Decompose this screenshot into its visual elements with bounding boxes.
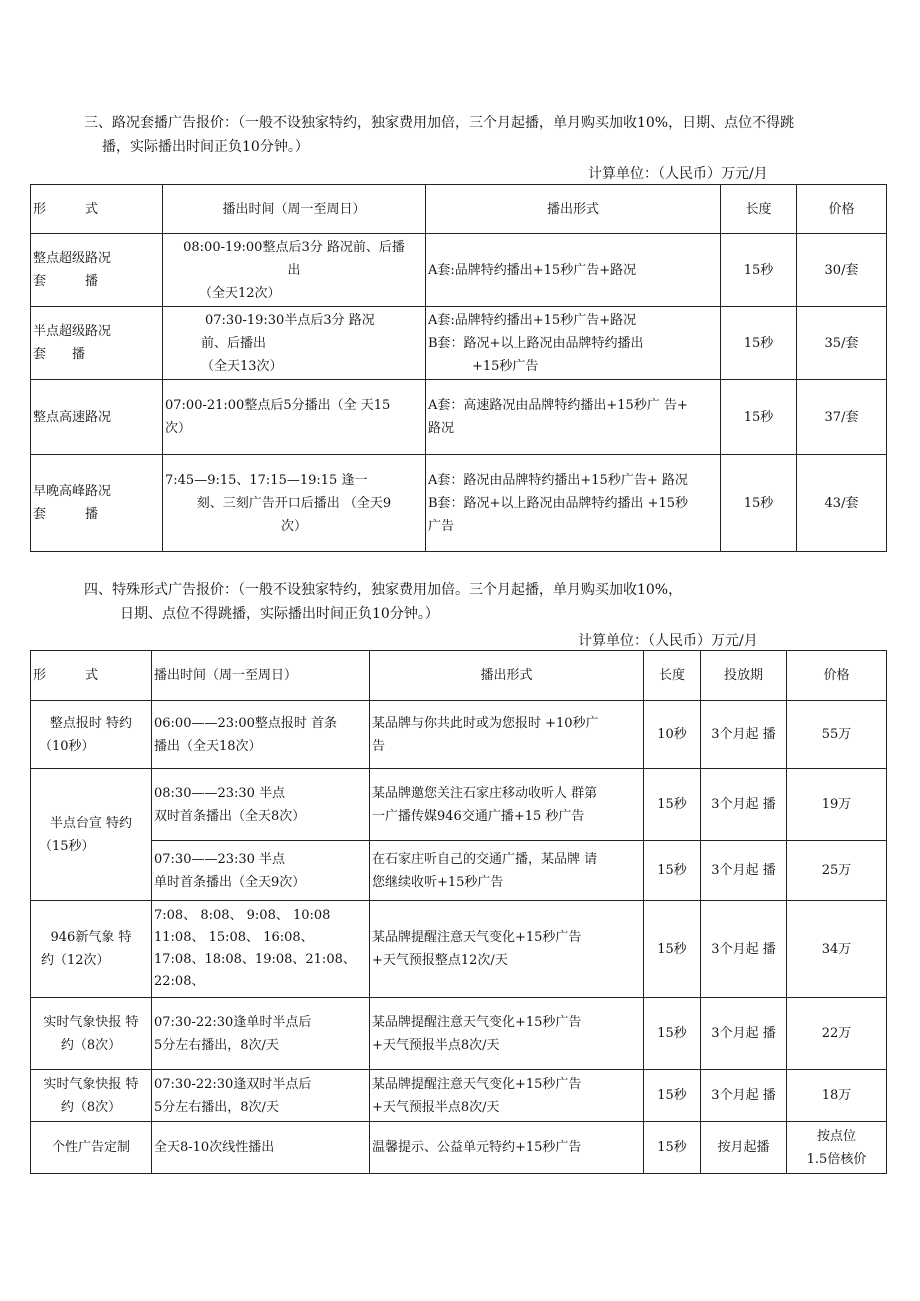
cell-price: 35/套: [797, 307, 887, 380]
cell-length: 15秒: [721, 455, 797, 552]
cell-period: 3个月起 播: [701, 701, 787, 769]
cell-line: +天气预报整点12次/天: [372, 953, 508, 968]
cell-line: 刻、三刻广告开口后播出 （全天9: [196, 495, 392, 511]
table-row: [31, 1122, 887, 1174]
cell-line: 双时首条播出（全天8次）: [154, 808, 306, 824]
cell-period: 3个月起 播: [701, 1070, 787, 1122]
cell-line: 个性广告定制: [51, 1140, 130, 1155]
cell-line: 7:45—9:15、17:15—19:15 逢一: [165, 472, 368, 488]
section4-unit-label: 计算单位：（人民币）万元/月: [578, 633, 758, 649]
table-row: [31, 380, 887, 455]
table-header-row: [31, 185, 887, 234]
cell-line: 您继续收听+15秒广告: [372, 874, 504, 890]
cell-price: 55万: [787, 701, 887, 769]
table-row: [31, 769, 887, 841]
cell-price: 30/套: [797, 234, 887, 307]
cell-form: [31, 380, 163, 455]
section3-heading-line-1: 三、路况套播广告报价：（一般不设独家特约，独家费用加倍，三个月起播，单月购买加收10%，日期、点位不得跳: [84, 115, 795, 131]
cell-line: 约（8次）: [60, 1099, 122, 1115]
cell-line: 08:30——23:30 半点: [154, 785, 286, 801]
cell-line: 某品牌与你共此时或为您报时 +10秒广: [372, 715, 599, 731]
cell-time: [152, 769, 370, 841]
table-row: [31, 307, 887, 380]
cell-line: 1.5倍核价: [806, 1151, 867, 1167]
cell-form: [31, 1122, 152, 1174]
cell-line: 广告: [428, 518, 455, 534]
cell-length: 15秒: [644, 1122, 701, 1174]
table-row: [31, 998, 887, 1070]
cell-form: [31, 769, 152, 901]
cell-line: 22:08、: [154, 974, 205, 989]
cell-line: 套 播: [33, 347, 86, 362]
cell-line: 07:30——23:30 半点: [154, 851, 286, 867]
cell-format: [370, 1122, 644, 1174]
cell-line: （15秒）: [39, 838, 95, 854]
cell-line: 某品牌提醒注意天气变化+15秒广告: [372, 1014, 582, 1030]
table-row: [31, 1070, 887, 1122]
cell-time: [152, 1070, 370, 1122]
cell-format: [370, 769, 644, 841]
cell-time: [152, 998, 370, 1070]
table-row: [31, 234, 887, 307]
cell-price: [787, 1122, 887, 1174]
cell-line: 946新气象 特: [50, 930, 132, 945]
cell-line: 告: [372, 738, 386, 754]
cell-line: 实时气象快报 特: [43, 1014, 139, 1030]
cell-length: 15秒: [721, 234, 797, 307]
header-format: 播出形式: [370, 651, 644, 701]
cell-line: 7:08、 8:08、 9:08、 10:08: [154, 908, 331, 923]
cell-period: 3个月起 播: [701, 998, 787, 1070]
cell-format: [370, 841, 644, 901]
section4-heading-line-2: 日期、点位不得跳播，实际播出时间正负10分钟。）: [120, 606, 439, 622]
cell-line: 某品牌邀您关注石家庄移动收听人 群第: [372, 785, 598, 801]
cell-line: 约（12次）: [41, 953, 110, 968]
cell-length: 15秒: [644, 1070, 701, 1122]
cell-line: 07:30-19:30半点后3分 路况: [205, 312, 375, 328]
cell-period: 3个月起 播: [701, 769, 787, 841]
header-period: 投放期: [701, 651, 787, 701]
cell-form: [31, 998, 152, 1070]
cell-line: B套：路况+以上路况由品牌特约播出: [428, 335, 644, 351]
cell-line: 半点台宣 特约: [49, 815, 133, 831]
cell-format: [370, 901, 644, 998]
cell-format: [426, 234, 721, 307]
cell-line: A套：高速路况由品牌特约播出+15秒广 告+: [428, 398, 688, 413]
cell-line: 按点位: [816, 1128, 856, 1144]
cell-period: 按月起播: [701, 1122, 787, 1174]
header-time: 播出时间（周一至周日）: [152, 651, 370, 701]
cell-line: A套：路况由品牌特约播出+15秒广告+ 路况: [428, 472, 688, 488]
table-header-row: [31, 651, 887, 701]
cell-line: B套：路况+以上路况由品牌特约播出 +15秒: [428, 495, 689, 511]
cell-line: 07:00-21:00整点后5分播出（全 天15: [165, 398, 391, 413]
cell-price: 43/套: [797, 455, 887, 552]
cell-form: [31, 1070, 152, 1122]
cell-line: 一广播传媒946交通广播+15 秒广告: [372, 808, 585, 824]
special-format-table: [30, 650, 887, 1174]
table-row: [31, 455, 887, 552]
cell-line: 约（8次）: [60, 1037, 122, 1053]
header-length: 长度: [721, 185, 797, 234]
cell-form: [31, 234, 163, 307]
cell-time: [152, 841, 370, 901]
cell-line: 半点超级路况: [33, 324, 112, 339]
cell-line: +天气预报半点8次/天: [372, 1037, 500, 1053]
header-format: 播出形式: [426, 185, 721, 234]
cell-line: 整点高速路况: [33, 409, 112, 425]
table-row: [31, 901, 887, 998]
table-row: [31, 701, 887, 769]
cell-time: [163, 234, 426, 307]
cell-form: [31, 455, 163, 552]
cell-line: 在石家庄听自己的交通广播，某品牌 请: [372, 851, 598, 867]
cell-length: 15秒: [644, 841, 701, 901]
cell-line: 07:30-22:30逢双时半点后: [154, 1076, 312, 1092]
cell-line: 5分左右播出，8次/天: [154, 1037, 279, 1053]
header-form: 形 式: [31, 185, 163, 234]
road-package-table: [30, 184, 887, 552]
cell-line: （全天13次）: [201, 358, 283, 374]
cell-line: 5分左右播出，8次/天: [154, 1099, 279, 1115]
cell-line: A套:品牌特约播出+15秒广告+路况: [428, 262, 637, 278]
cell-form: [31, 901, 152, 998]
cell-line: 套 播: [33, 274, 99, 289]
cell-line: 次）: [165, 421, 192, 436]
cell-period: 3个月起 播: [701, 841, 787, 901]
cell-format: [370, 701, 644, 769]
cell-form: [31, 701, 152, 769]
section3-heading: [84, 111, 794, 159]
cell-price: 37/套: [797, 380, 887, 455]
section4-heading: [84, 578, 682, 626]
cell-line: 次）: [280, 518, 307, 534]
cell-line: 某品牌提醒注意天气变化+15秒广告: [372, 930, 582, 945]
cell-line: 单时首条播出（全天9次）: [154, 874, 306, 890]
section3-unit-label: 计算单位：（人民币）万元/月: [588, 166, 768, 182]
cell-format: [370, 998, 644, 1070]
cell-line: 出: [287, 262, 301, 278]
table-row: [31, 841, 887, 901]
cell-line: 路况: [428, 421, 455, 436]
cell-form: [31, 307, 163, 380]
cell-line: （全天12次）: [199, 285, 281, 301]
cell-line: A套:品牌特约播出+15秒广告+路况: [428, 312, 637, 328]
cell-line: 播出（全天18次）: [154, 738, 262, 754]
cell-time: [152, 1122, 370, 1174]
header-form: 形 式: [31, 651, 152, 701]
cell-format: [426, 380, 721, 455]
cell-line: 前、后播出: [201, 335, 267, 351]
cell-format: [370, 1070, 644, 1122]
header-price: 价格: [797, 185, 887, 234]
cell-line: 08:00-19:00整点后3分 路况前、后播: [183, 239, 405, 255]
section3-heading-line-2: 播，实际播出时间正负10分钟。）: [102, 139, 309, 155]
cell-length: 15秒: [644, 901, 701, 998]
cell-line: 全天8-10次线性播出: [154, 1140, 275, 1155]
cell-line: +15秒广告: [472, 358, 539, 374]
cell-time: [163, 380, 426, 455]
cell-period: 3个月起 播: [701, 901, 787, 998]
cell-price: 34万: [787, 901, 887, 998]
cell-time: [163, 307, 426, 380]
header-price: 价格: [787, 651, 887, 701]
cell-line: 早晚高峰路况: [33, 484, 112, 499]
cell-price: 18万: [787, 1070, 887, 1122]
cell-line: 某品牌提醒注意天气变化+15秒广告: [372, 1076, 582, 1092]
cell-time: [152, 901, 370, 998]
cell-line: +天气预报半点8次/天: [372, 1099, 500, 1115]
cell-price: 25万: [787, 841, 887, 901]
cell-line: 06:00——23:00整点报时 首条: [154, 715, 338, 731]
cell-line: 07:30-22:30逢单时半点后: [154, 1014, 312, 1030]
cell-price: 22万: [787, 998, 887, 1070]
cell-length: 15秒: [644, 998, 701, 1070]
cell-line: 整点报时 特约: [49, 715, 133, 731]
cell-price: 19万: [787, 769, 887, 841]
cell-length: 15秒: [721, 307, 797, 380]
cell-time: [152, 701, 370, 769]
cell-length: 10秒: [644, 701, 701, 769]
cell-line: 17:08、18:08、19:08、21:08、: [154, 952, 356, 967]
section4-heading-line-1: 四、特殊形式广告报价：（一般不设独家特约，独家费用加倍。三个月起播，单月购买加收10%，: [84, 582, 683, 598]
cell-line: 温馨提示、公益单元特约+15秒广告: [372, 1140, 582, 1155]
header-length: 长度: [644, 651, 701, 701]
cell-line: 整点超级路况: [33, 251, 112, 266]
cell-line: 套 播: [33, 507, 99, 522]
cell-line: 11:08、 15:08、 16:08、: [154, 930, 314, 945]
cell-length: 15秒: [721, 380, 797, 455]
cell-line: 实时气象快报 特: [43, 1076, 139, 1092]
cell-line: （10秒）: [39, 738, 95, 754]
cell-length: 15秒: [644, 769, 701, 841]
header-time: 播出时间（周一至周日）: [163, 185, 426, 234]
cell-format: [426, 455, 721, 552]
cell-format: [426, 307, 721, 380]
cell-time: [163, 455, 426, 552]
